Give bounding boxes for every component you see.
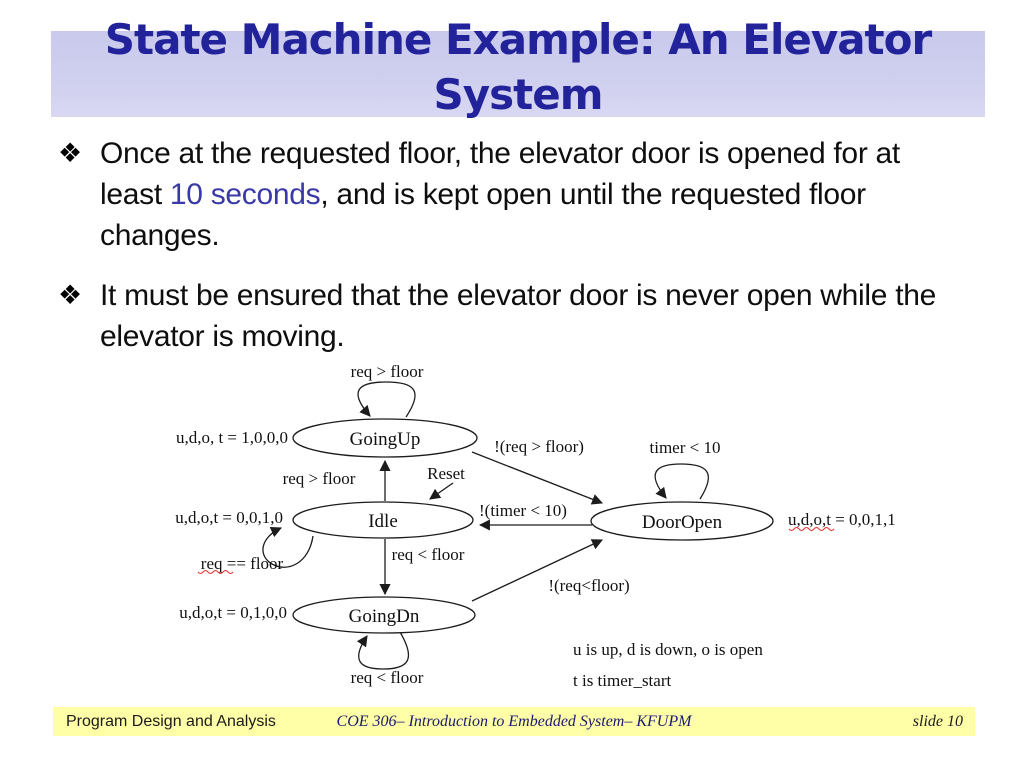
- bullet-diamond-icon: ❖: [58, 138, 83, 168]
- bullet-text: [100, 275, 963, 357]
- goingdn-self-loop-arrow: [359, 632, 409, 669]
- not-req-gt-floor-label: !(req > floor): [494, 437, 584, 456]
- not-req-lt-floor-label: !(req<floor): [548, 576, 630, 595]
- reset-label: Reset: [427, 464, 465, 483]
- bullet-text-highlight: 10 seconds: [169, 178, 321, 211]
- state-dooropen-label: DoorOpen: [641, 512, 723, 533]
- goingdn-loop-label: req < floor: [350, 668, 424, 687]
- req-eq-floor-label: req == floor: [200, 554, 284, 573]
- dooropen-loop-label: timer < 10: [649, 438, 721, 457]
- bullet-text-pre: Once at the requested floor, the elevator door is opened for at least: [100, 137, 900, 211]
- bullet-item: [58, 275, 963, 357]
- goingup-loop-label: req > floor: [350, 362, 424, 381]
- state-machine-svg: [150, 352, 970, 700]
- footer-bar: [53, 707, 975, 736]
- footer-course-name: Program Design and Analysis: [66, 712, 276, 730]
- dooropen-self-loop-arrow: [655, 464, 708, 499]
- not-timer-lt-10-label: !(timer < 10): [479, 501, 567, 520]
- footer-slide-number: slide 10: [912, 712, 963, 730]
- idle-output-label: u,d,o,t = 0,0,1,0: [175, 508, 283, 527]
- goingdn-output-label: u,d,o,t = 0,1,0,0: [179, 603, 287, 622]
- goingup-output-label: u,d,o, t = 1,0,0,0: [175, 428, 288, 447]
- reset-arrow: [430, 483, 453, 499]
- bullet-diamond-icon: ❖: [58, 280, 83, 310]
- state-machine-diagram: [150, 352, 970, 700]
- title-bar: [51, 15, 985, 119]
- legend-line2: t is timer_start: [573, 671, 672, 690]
- state-goingdn-label: GoingDn: [348, 606, 420, 627]
- bullet-text-post: , and is kept open until the requested floor changes.: [100, 178, 866, 252]
- req-gt-floor-label: req > floor: [282, 469, 356, 488]
- req-lt-floor-label: req < floor: [391, 545, 465, 564]
- dooropen-output-label: u,d,o,t = 0,0,1,1: [788, 510, 896, 529]
- bullet-text-pre: It must be ensured that the elevator door is never open while the elevator is moving.: [100, 279, 937, 353]
- bullet-item: [58, 133, 963, 256]
- state-idle-label: Idle: [368, 511, 398, 532]
- goingup-to-dooropen-arrow: [472, 452, 602, 503]
- state-goingup-label: GoingUp: [349, 429, 421, 450]
- legend-line1: u is up, d is down, o is open: [573, 640, 763, 659]
- page-title: State Machine Example: An Elevator System: [104, 15, 932, 119]
- goingup-self-loop-arrow: [358, 382, 415, 417]
- bullet-text: [100, 133, 963, 256]
- bullet-list: [58, 133, 963, 376]
- footer-course-title: COE 306– Introduction to Embedded System– KFUPM: [336, 712, 692, 730]
